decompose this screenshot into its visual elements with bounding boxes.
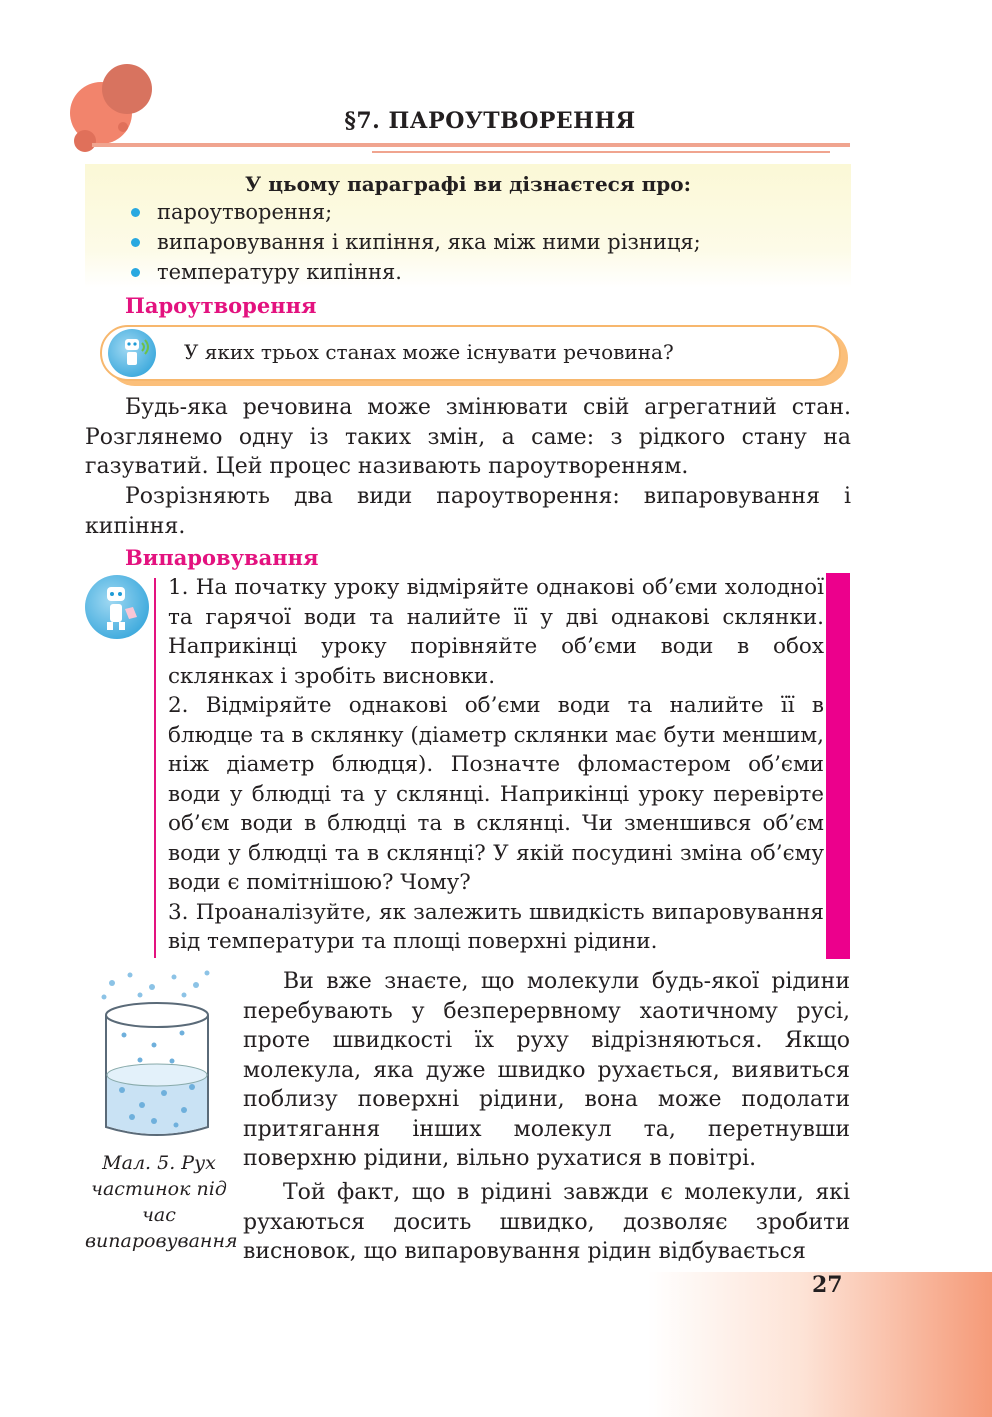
task-item: 1. На початку уроку відміряйте однакові об’єми холодної та гарячої води та налийте її у дві однакові склянки. Наприкінці уроку порівняйте об’єми води в обох склянках і зробіть висновки. (168, 575, 824, 689)
title-rule-thin (372, 151, 830, 153)
paragraph: Ви вже знаєте, що молекули будь-якої рідини перебувають у безперервному хаотичному русі, проте швидкості їх руху відрізняються. Якщо молекула, яка дуже швидко рухається, виявиться поблизу поверхні рідини, вона може подолати притягання інших молекул та, перетнувши поверхню рідини, вільно рухатися в повітрі. (243, 969, 850, 1171)
task-item: 3. Проаналізуйте, як залежить швидкість випаровування від температури та площі поверхні рідини. (168, 899, 824, 954)
page-number: 27 (812, 1272, 843, 1298)
page-title: §7. ПАРОУТВОРЕННЯ (344, 108, 636, 134)
paragraph: Будь-яка речовина може змінювати свій агрегатний стан. Розглянемо одну із таких змін, а саме: з рідкого стану на газуватий. Цей процес називають пароутворенням. (85, 395, 851, 479)
figure-caption: Мал. 5. Рух частинок під час випаровування (85, 1152, 238, 1252)
intro-item: випаровування і кипіння, яка між ними різниця; (157, 227, 701, 257)
figure-evaporation (92, 965, 222, 1145)
title-rule (92, 143, 850, 147)
bullet-icon (131, 208, 140, 217)
section-title-evaporation: Випаровування (125, 545, 319, 570)
intro-item: пароутворення; (157, 197, 332, 227)
task-border (154, 578, 156, 958)
task-list (168, 573, 824, 957)
intro-heading: У цьому параграфі ви дізнаєтеся про: (245, 172, 691, 196)
bullet-icon (131, 238, 140, 247)
task-side-bar (826, 573, 850, 959)
task-item: 2. Відміряйте однакові об’єми води та налийте її в блюдце та в склянку (діаметр склянки має бути меншим, ніж діаметр блюдця). Позначте фломастером об’єми води у блюдці та у склянці. Наприкінці уроку перевірте об’єм води в блюдці та в склянці. Чи зменшився об’єм води у блюдці та в склянці? У якій посудині зміна об’єму води є помітнішою? Чому? (168, 693, 824, 895)
robot-icon (108, 329, 156, 377)
intro-box (85, 164, 851, 288)
question-box (100, 325, 841, 381)
paragraph: Розрізняють два види пароутворення: випаровування і кипіння. (85, 484, 851, 539)
section-title-vaporization: Пароутворення (125, 293, 317, 318)
bullet-icon (131, 268, 140, 277)
robot-experiment-icon (85, 575, 149, 639)
paragraph: Той факт, що в рідині завжди є молекули, які рухаються досить швидко, дозволяє зробити висновок, що випаровування рідин відбувається (243, 1180, 850, 1264)
intro-item: температуру кипіння. (157, 257, 402, 287)
question-text: У яких трьох станах може існувати речовина? (184, 340, 674, 364)
